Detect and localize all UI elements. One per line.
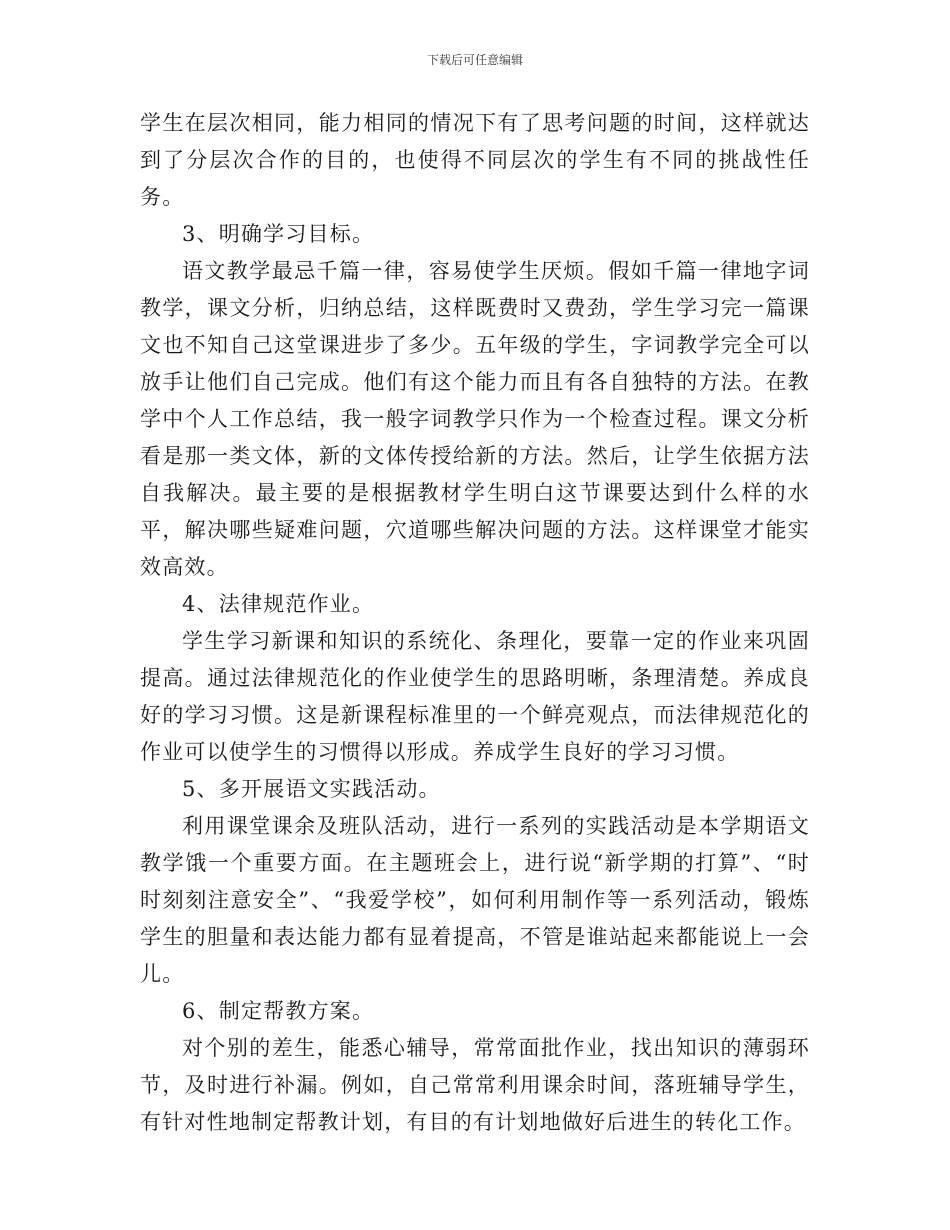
page-header: 下载后可任意编辑 [426,53,523,67]
section-heading-5: 5、多开展语文实践活动。 [182,777,441,801]
document-body [140,105,810,1141]
paragraph-homework: 学生学习新课和知识的系统化、条理化，要靠一定的作业来巩固提高。通过法律规范化的作业使学生的思路明晰，条理清楚。养成良好的学习习惯。这是新课程标准里的一个鲜亮观点，而法律规范化的作业可以使学生的习惯得以形成。养成学生良好的学习习惯。 [140,629,810,764]
section-heading-4: 4、法律规范作业。 [182,592,375,616]
section-heading-3: 3、明确学习目标。 [182,222,375,246]
paragraph-continuation: 学生在层次相同，能力相同的情况下有了思考问题的时间，这样就达到了分层次合作的目的，也使得不同层次的学生有不同的挑战性任务。 [140,111,810,209]
paragraph-activities: 利用课堂课余及班队活动，进行一系列的实践活动是本学期语文教学饿一个重要方面。在主题班会上，进行说“新学期的打算”、“时时刻刻注意安全”、“我爱学校”，如何利用制作等一系列活动，锻炼学生的胆量和表达能力都有显着提高，不管是谁站起来都能说上一会儿。 [140,814,810,986]
paragraph-learning-goals: 语文教学最忌千篇一律，容易使学生厌烦。假如千篇一律地字词教学，课文分析，归纳总结，这样既费时又费劲，学生学习完一篇课文也不知自己这堂课进步了多少。五年级的学生，字词教学完全可以放手让他们自己完成。他们有这个能力而且有各自独特的方法。在教学中个人工作总结，我一般字词教学只作为一个检查过程。课文分析看是那一类文体，新的文体传授给新的方法。然后，让学生依据方法自我解决。最主要的是根据教材学生明白这节课要达到什么样的水平，解决哪些疑难问题，穴道哪些解决问题的方法。这样课堂才能实效高效。 [140,259,810,579]
paragraph-tutoring: 对个别的差生，能悉心辅导，常常面批作业，找出知识的薄弱环节，及时进行补漏。例如，自己常常利用课余时间，落班辅导学生，有针对性地制定帮教计划，有目的有计划地做好后进生的转化工作。 [140,1036,810,1134]
section-heading-6: 6、制定帮教方案。 [182,999,375,1023]
